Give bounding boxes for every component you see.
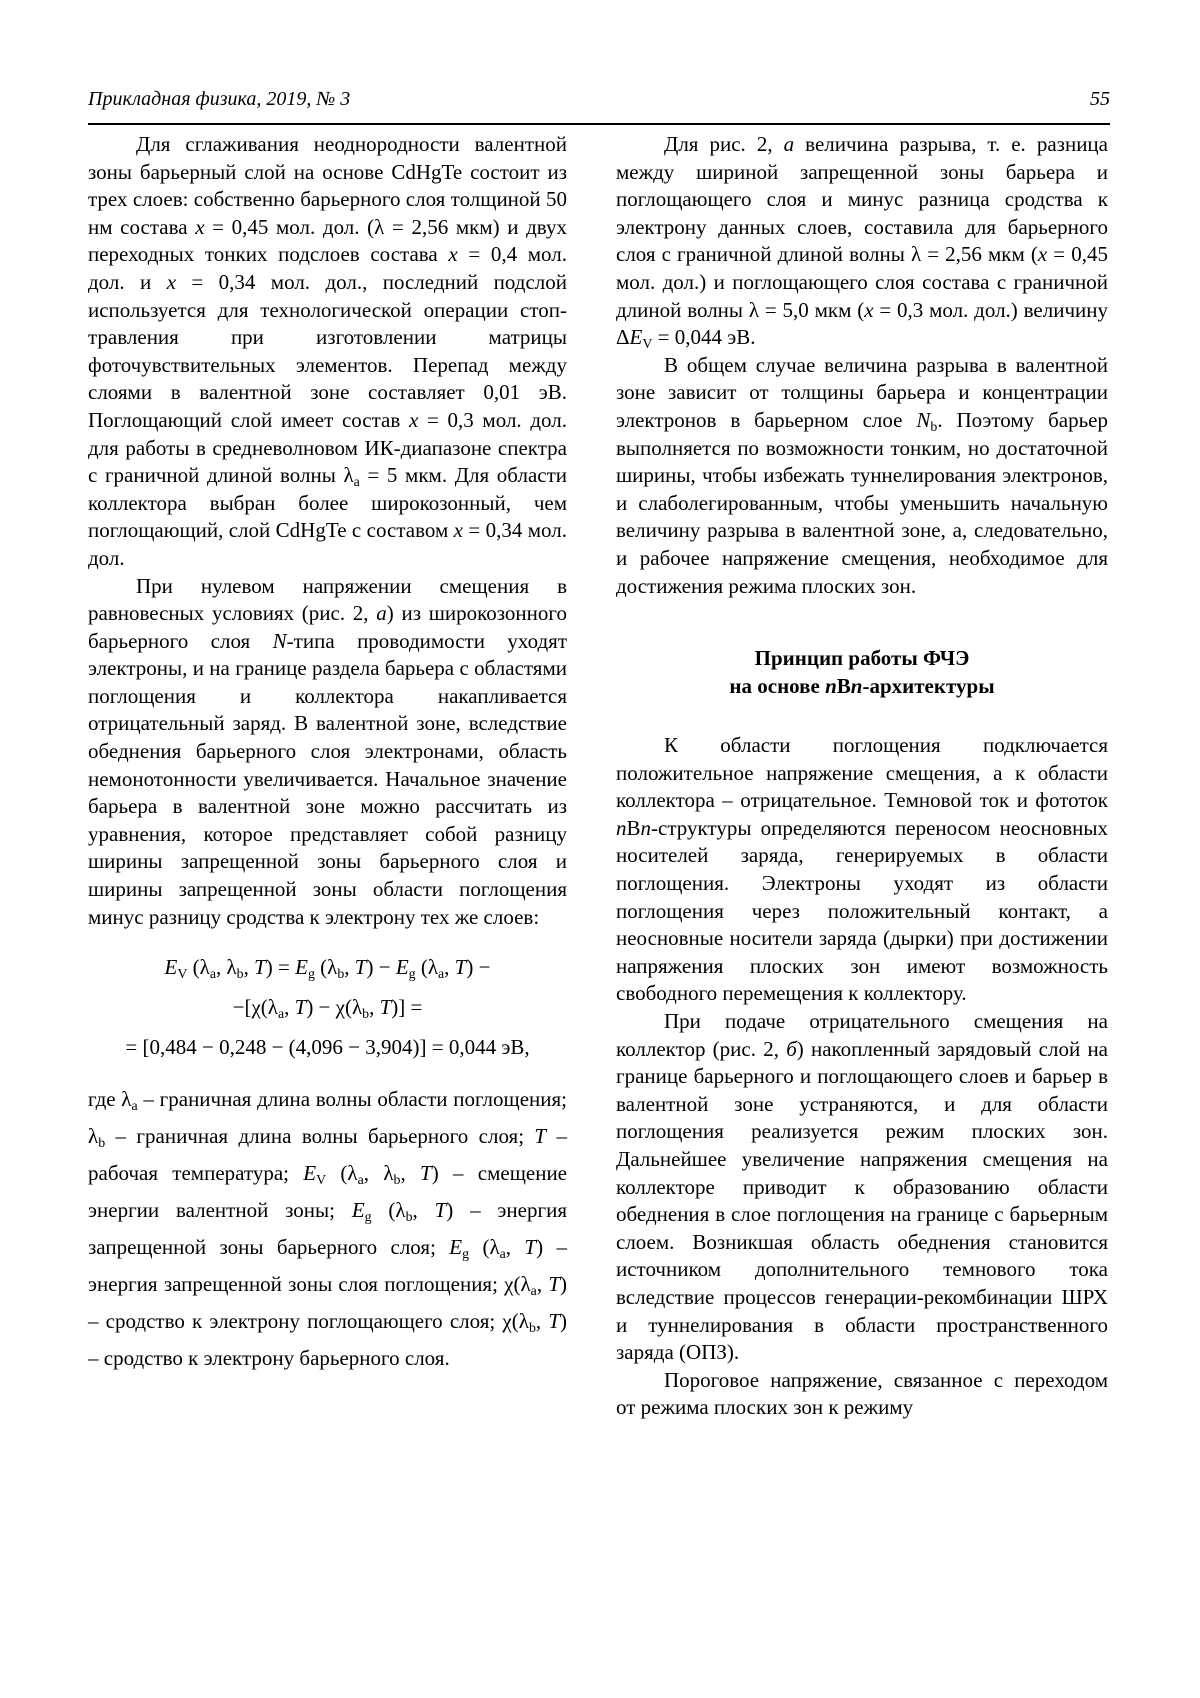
- paragraph-zero-bias-conditions: При нулевом напряжении смещения в равновесных условиях (рис. 2, а) из широкозонного барьерного слоя N-типа проводимости уходят электроны, и на границе раздела барьера с областями поглощения и коллектора накапливается отрицательный заряд. В валентной зоне, вследствие обеднения барьерного слоя электронами, область немонотонности увеличивается. Начальное значение барьера в валентной зоне можно рассчитать из уравнения, которое представляет собой разницу ширины запрещенной зоны барьерного слоя и ширины запрещенной зоны области поглощения минус разницу сродства к электрону тех же слоев:: [88, 573, 568, 929]
- section-heading-nbn-principle: [616, 644, 1108, 700]
- paragraph-gap-dependence: В общем случае величина разрыва в валентной зоне зависит от толщины барьера и концентрации электронов в барьерном слое $N_b$. Поэтому барьер выполняется по возможности тонким, но достаточной ширины, чтобы избежать туннелирования электронов, и слаболегированным, чтобы уменьшить начальную величину разрыва в валентной зоне, а, следовательно, и рабочее напряжение смещения, необходимое для достижения режима плоских зон.: [616, 352, 1108, 598]
- right-column: [616, 131, 1108, 1422]
- section-heading-line-2: на основе nBn-архитектуры: [729, 674, 995, 699]
- equation-line-3: = [0,484 − 0,248 − (4,096 − 3,904)] = 0,044 эВ,: [125, 1035, 530, 1060]
- paragraph-gap-value-fig2a: Для рис. 2, а величина разрыва, т. е. разница между шириной запрещенной зоны барьера и поглощающего слоя и минус разница сродства к электрону данных слоев, составила для барьерного слоя с граничной длиной волны λ = 2,56 мкм (x = 0,45 мол. дол.) и поглощающего слоя состава с граничной длиной волны λ = 5,0 мкм (x = 0,3 мол. дол.) величину $\Delta E_V = 0,044$ эВ.: [616, 132, 1108, 352]
- page-number: 55: [1090, 88, 1110, 110]
- paragraph-operating-principle: К области поглощения подключается положительное напряжение смещения, а к области коллектора – отрицательное. Темновой ток и фототок nBn-структуры определяются переносом неосновных носителей заряда, генерируемых в области поглощения. Электроны уходят из области поглощения через положительный контакт, а неосновные носители заряда (дырки) при достижении напряжения плоских зон имеют возможность свободного перемещения к коллектору.: [616, 733, 1108, 1006]
- paragraph-symbol-definitions: где $\lambda_a$ – граничная длина волны области поглощения; $\lambda_b$ – граничная длина волны барьерного слоя; T – рабочая температура; $E_V$ ($\lambda_a$, $\lambda_b$, T) – смещение энергии валентной зоны; $E_g$ ($\lambda_b$, T) – энергия запрещенной зоны барьерного слоя; $E_g$ ($\lambda_a$, T) – энергия запрещенной зоны слоя поглощения; $\chi(\lambda_a$, T) – сродство к электрону поглощающего слоя; $\chi(\lambda_b$, T) – сродство к электрону барьерного слоя.: [88, 1087, 567, 1371]
- section-heading-line-1: Принцип работы ФЧЭ: [754, 646, 970, 671]
- valence-band-offset-equation: [88, 947, 567, 1067]
- header-rule: [88, 123, 1110, 125]
- paragraph-barrier-layer-composition: Для сглаживания неоднородности валентной зоны барьерный слой на основе CdHgTe состоит из трех слоев: собственно барьерного слоя толщиной 50 нм состава x = 0,45 мол. дол. (λ = 2,56 мкм) и двух переходных тонких подслоев состава x = 0,4 мол. дол. и x = 0,34 мол. дол., последний подслой используется для технологической операции стоп-травления при изготовлении матрицы фоточувствительных элементов. Перепад между слоями в валентной зоне составляет 0,01 эВ. Поглощающий слой имеет состав x = 0,3 мол. дол. для работы в средневолновом ИК-диапазоне спектра с граничной длиной волны $\lambda_a = 5$ мкм. Для области коллектора выбран более широкозонный, чем поглощающий, слой CdHgTe с составом x = 0,34 мол. дол.: [88, 132, 568, 570]
- equation-line-2: $-[\chi(\lambda_a$, $T) - \chi(\lambda_b$, T)] =: [232, 995, 423, 1022]
- paragraph-negative-bias: При подаче отрицательного смещения на коллектор (рис. 2, б) накопленный зарядовый слой на границе барьерного и поглощающего слоев и барьер в валентной зоне устраняются, и для области поглощения реализуется режим плоских зон. Дальнейшее увеличение напряжения смещения на коллекторе приводит к образованию области обеднения в слое поглощения на границе с барьерным слоем. Возникшая область обеднения становится источником дополнительного темнового тока вследствие процессов генерации-рекомбинации ШРХ и туннелирования в области пространственного заряда (ОПЗ).: [616, 1009, 1108, 1365]
- journal-title: Прикладная физика, 2019, № 3: [88, 88, 351, 110]
- equation-line-1: $E_V$ ($\lambda_a$, $\lambda_b$, $T) = E_g$ ($\lambda_b$, $T) - E_g$ ($\lambda_a$, T) −: [164, 955, 491, 982]
- left-column: [88, 131, 567, 1377]
- paragraph-threshold-voltage: Пороговое напряжение, связанное с переходом от режима плоских зон к режиму: [616, 1367, 1108, 1420]
